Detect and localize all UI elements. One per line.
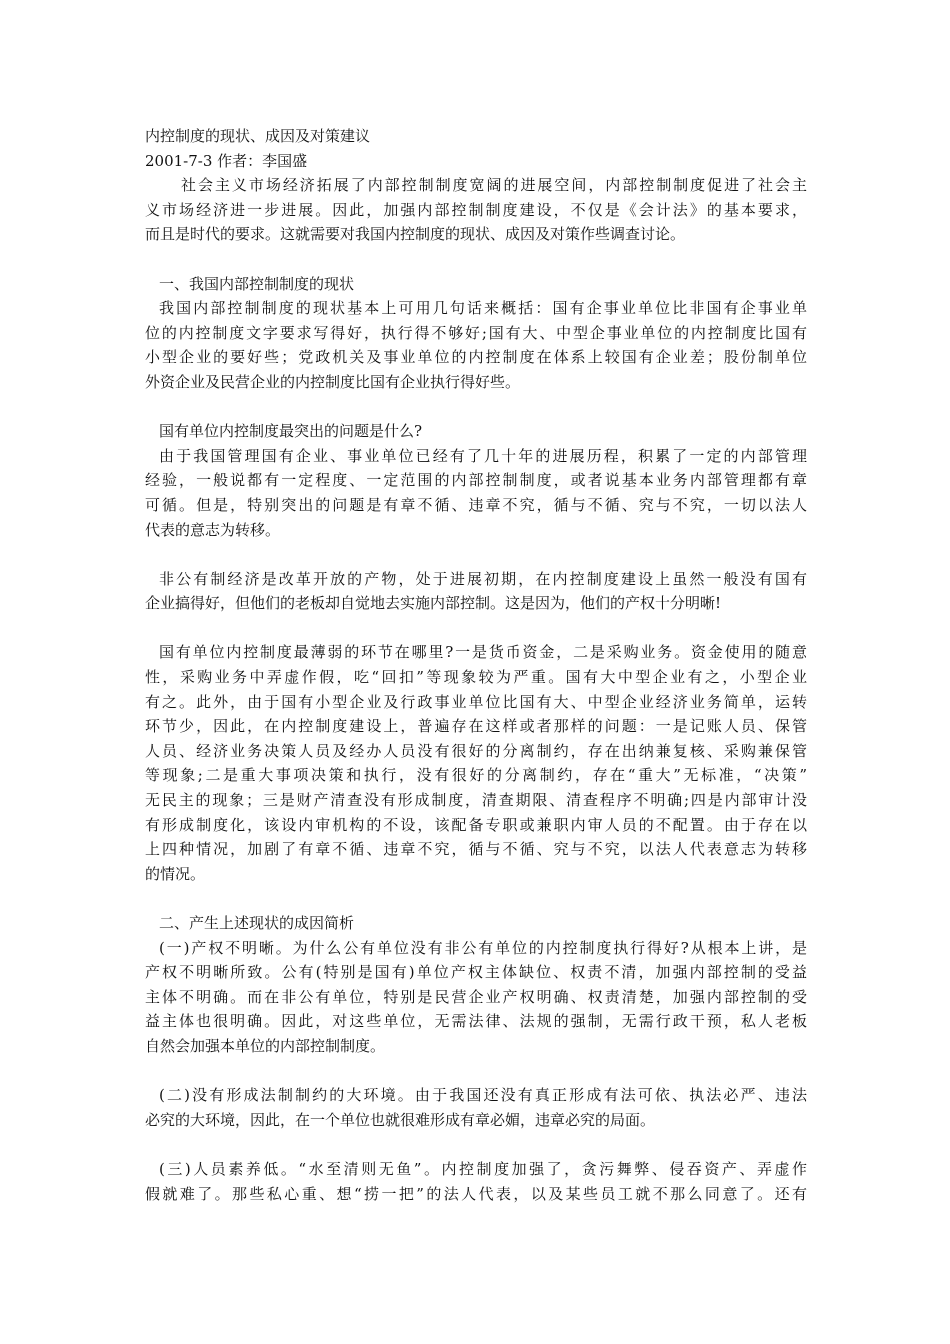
text-line: 环节少，因此，在内控制度建设上，普遍存在这样或者那样的问题：一是记账人员、保管 [145,717,807,736]
section-heading-2: 二、产生上述现状的成因简析 [159,914,355,932]
doc-title: 内控制度的现状、成因及对策建议 [145,127,371,145]
blank-line [145,1059,807,1084]
text-line: 由于我国管理国有企业、事业单位已经有了几十年的进展历程，积累了一定的内部管理 [159,446,807,465]
text-line: 小型企业的要好些；党政机关及事业单位的内控制度在体系上较国有企业差；股份制单位 [145,348,807,367]
section1-paragraph-2 [145,444,807,542]
blank-line [145,247,807,272]
text-line: 益主体也很明确。因此，对这些单位，无需法律、法规的强制，无需行政干预，私人老板 [145,1012,807,1031]
text-line: 有形成制度化，该设内审机构的不设，该配备专职或兼职内审人员的不配置。由于存在以 [145,815,807,834]
text-line: 代表的意志为转移。 [145,520,281,539]
section2-paragraph-3 [145,1157,807,1206]
text-line: 可循。但是，特别突出的问题是有章不循、违章不究，循与不循、究与不究，一切以法人 [145,495,807,514]
text-line: 义市场经济进一步进展。因此，加强内部控制制度建设，不仅是《会计法》的基本要求， [145,200,807,219]
section1-paragraph-3 [145,567,807,616]
text-line: 社会主义市场经济拓展了内部控制制度宽阔的进展空间，内部控制制度促进了社会主 [181,176,807,195]
intro-paragraph [145,173,807,247]
text-line: 必究的大环境，因此，在一个单位也就很难形成有章必媚，违章必究的局面。 [145,1110,656,1129]
text-line: 非公有制经济是改革开放的产物，处于进展初期，在内控制度建设上虽然一般没有国有 [159,569,807,588]
text-line: 外资企业及民营企业的内控制度比国有企业执行得好些。 [145,372,521,391]
text-line: 等现象;二是重大事项决策和执行，没有很好的分离制约，存在“重大”无标准，“决策” [145,766,807,785]
text-line: 的情况。 [145,864,206,883]
section1-paragraph-1 [145,296,807,394]
text-line: (一)产权不明晰。为什么公有单位没有非公有单位的内控制度执行得好?从根本上讲，是 [159,938,807,957]
text-line: 假就难了。那些私心重、想“捞一把”的法人代表，以及某些员工就不那么同意了。还有 [145,1184,807,1203]
text-line: 无民主的现象；三是财产清查没有形成制度，清查期限、清查程序不明确;四是内部审计没 [145,791,807,810]
text-line: 位的内控制度文字要求写得好，执行得不够好;国有大、中型企事业单位的内控制度比国有 [145,323,807,342]
text-line: 我国内部控制制度的现状基本上可用几句话来概括：国有企事业单位比非国有企事业单 [159,299,807,318]
blank-line [145,886,807,911]
text-line: 人员、经济业务决策人员及经办人员没有很好的分离制约，存在出纳兼复核、采购兼保管 [145,741,807,760]
document-page [145,124,807,1206]
text-line: 而且是时代的要求。这就需要对我国内控制度的现状、成因及对策作些调查讨论。 [145,225,686,244]
text-line: 上四种情况，加剧了有章不循、违章不究，循与不循、究与不究，以法人代表意志为转移 [145,840,807,859]
section1-paragraph-4 [145,640,807,886]
doc-byline: 2001-7-3 作者：李国盛 [145,151,308,170]
blank-line [145,395,807,420]
blank-line [145,616,807,641]
text-line: (三)人员素养低。“水至清则无鱼”。内控制度加强了，贪污舞弊、侵吞资产、弄虚作 [159,1159,807,1178]
text-line: (二)没有形成法制制约的大环境。由于我国还没有真正形成有法可依、执法必严、违法 [159,1086,807,1105]
question-heading: 国有单位内控制度最突出的问题是什么? [159,422,423,441]
text-line: 国有单位内控制度最薄弱的环节在哪里?一是货币资金，二是采购业务。资金使用的随意 [159,643,807,662]
section2-paragraph-2 [145,1083,807,1132]
blank-line [145,542,807,567]
text-line: 主体不明确。而在非公有单位，特别是民营企业产权明确、权责清楚，加强内部控制的受 [145,987,807,1006]
text-line: 企业搞得好，但他们的老板却自觉地去实施内部控制。这是因为，他们的产权十分明晰! [145,594,722,613]
text-line: 有之。此外，由于国有小型企业及行政事业单位比国有大、中型企业经济业务简单，运转 [145,692,807,711]
text-line: 自然会加强本单位的内部控制制度。 [145,1036,386,1055]
text-line: 性，采购业务中弄虚作假，吃“回扣”等现象较为严重。国有大中型企业有之，小型企业 [145,668,807,687]
section-heading-1: 一、我国内部控制制度的现状 [159,274,355,293]
section2-paragraph-1 [145,936,807,1059]
text-line: 经验，一般说都有一定程度、一定范围的内部控制制度，或者说基本业务内部管理都有章 [145,471,807,490]
blank-line [145,1132,807,1157]
text-line: 产权不明晰所致。公有(特别是国有)单位产权主体缺位、权责不清，加强内部控制的受益 [145,963,807,982]
